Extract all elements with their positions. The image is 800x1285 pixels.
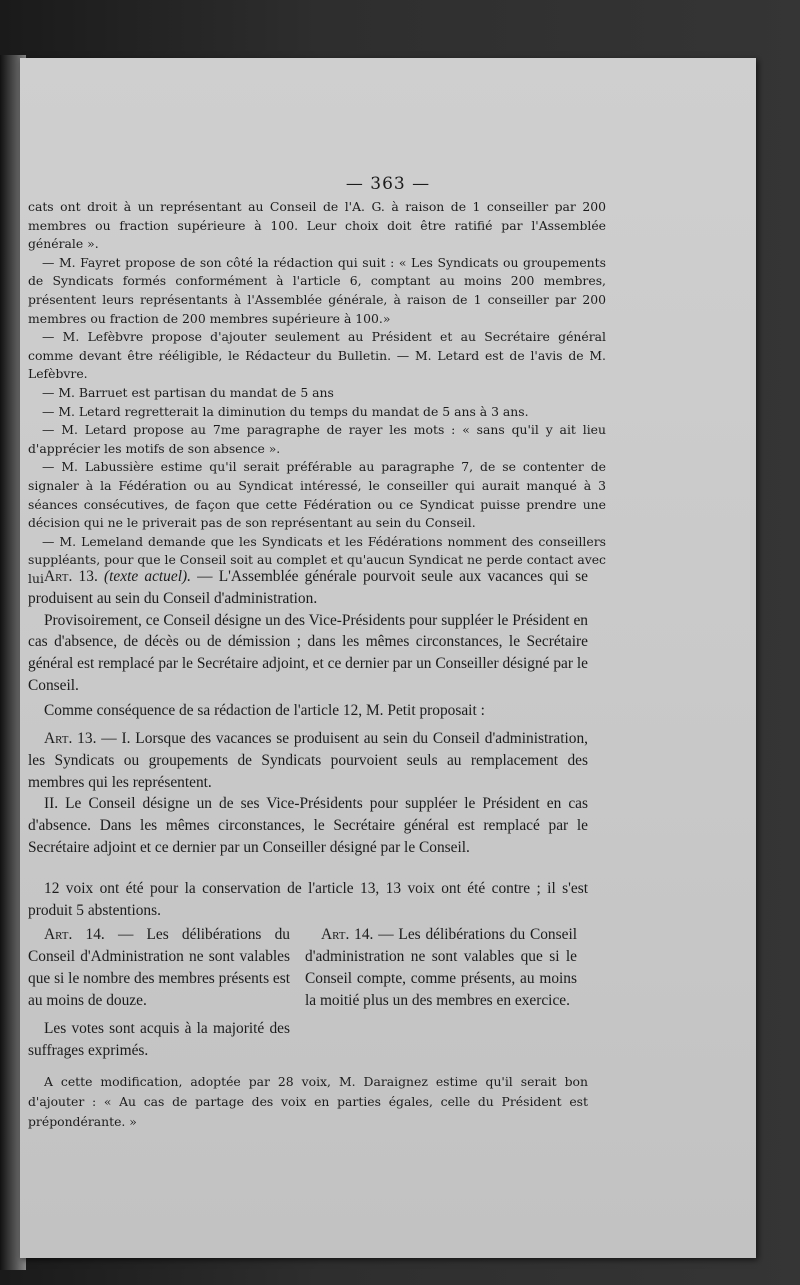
article-text: — Les délibérations du Conseil d'administration ne sont valables que si le Conseil compte, comme présents, au moins la moitié plus un des membres en exercice.	[305, 926, 578, 1009]
article-13-current-para1	[28, 566, 588, 610]
article-14-proposed-para1	[305, 924, 577, 1012]
consequence-text: Comme conséquence de sa rédaction de l'article 12, M. Petit proposait :	[44, 702, 485, 719]
article-qualifier: (texte actuel).	[104, 568, 191, 585]
vote-result	[28, 878, 588, 922]
article-text: — L'Assemblée générale pourvoit seule aux vacances qui se produisent au sein du Conseil d'administration.	[28, 568, 588, 607]
page-number: — 363 —	[345, 174, 431, 194]
note-paragraph: cats ont droit à un représentant au Conseil de l'A. G. à raison de 1 conseiller par 200 membres ou fraction supérieure à 100. Leur choix doit être ratifié par l'Assemblée générale ».	[28, 199, 606, 252]
consequence-line	[28, 700, 588, 722]
article-13-current-para2: Provisoirement, ce Conseil désigne un des Vice-Présidents pour suppléer le Président en cas d'absence, de décès ou de démission ; dans les mêmes circonstances, le Secrétaire général est remplacé par le Secrétaire adjoint, et ce dernier par un Conseiller désigné par le Conseil.	[28, 611, 588, 694]
article-text: — Les délibérations du Conseil d'Administration ne sont valables que si le nombre des membres présents est au moins de douze.	[28, 926, 291, 1009]
article-13-proposed-para1	[28, 728, 588, 793]
article-14-proposed-column	[305, 924, 577, 1012]
note-paragraph: — M. Letard regretterait la diminution du temps du mandat de 5 ans à 3 ans.	[42, 403, 529, 419]
note-paragraph: — M. Letard propose au 7me paragraphe de rayer les mots : « sans qu'il y ait lieu d'apprécier les motifs de son absence ».	[28, 422, 606, 456]
article-13-proposed	[28, 728, 588, 859]
note-paragraph: — M. Barruet est partisan du mandat de 5 ans	[42, 384, 334, 400]
article-14-current-column	[28, 924, 290, 1062]
article-14-current-para2: Les votes sont acquis à la majorité des suffrages exprimés.	[28, 1020, 290, 1059]
discussion-notes	[28, 198, 606, 588]
article-13-current	[28, 566, 588, 697]
article-text: — I. Lorsque des vacances se produisent au sein du Conseil d'administration, les Syndicats ou groupements de Syndicats pourvoient seuls au remplacement des membres qui les représentent.	[28, 730, 588, 791]
article-14-current-para1	[28, 924, 290, 1012]
footer-note-text: A cette modification, adoptée par 28 voix, M. Daraignez estime qu'il serait bon d'ajouter : « Au cas de partage des voix en parties égales, celle du Président est prépondérante. »	[28, 1074, 588, 1129]
article-label: Art. 13.	[44, 568, 98, 585]
note-paragraph: — M. Lemeland demande que les Syndicats et les Fédérations nomment des conseillers suppléants, pour que le Conseil soit au complet et qu'aucun Syndicat ne perde contact avec lui	[28, 533, 606, 586]
article-13-proposed-para2: II. Le Conseil désigne un de ses Vice-Présidents pour suppléer le Président en cas d'absence. Dans les mêmes circonstances, le Secrétaire général est remplacé par le Secrétaire adjoint et ce dernier par un Conseiller désigné par le Conseil.	[28, 795, 588, 856]
vote-result-text: 12 voix ont été pour la conservation de l'article 13, 13 voix ont été contre ; il s'est produit 5 abstentions.	[28, 880, 588, 919]
note-paragraph: — M. Fayret propose de son côté la rédaction qui suit : « Les Syndicats ou groupements de Syndicats formés conformément à l'article 6, comptant au moins 200 membres, présentent leurs représentants à l'Assemblée générale, à raison de 1 conseiller par 200 membres ou fraction de 200 membres supérieure à 100.»	[28, 254, 606, 326]
note-paragraph: — M. Lefèbvre propose d'ajouter seulement au Président et au Secrétaire général comme devant être rééligible, le Rédacteur du Bulletin. — M. Letard est de l'avis de M. Lefèbvre.	[28, 329, 606, 382]
article-label: Art. 13.	[44, 730, 97, 747]
note-paragraph: — M. Labussière estime qu'il serait préférable au paragraphe 7, de se contenter de signaler à la Fédération ou au Syndicat intéressé, le conseiller qui aurait manqué à 3 séances consécutives, de façon que cette Fédération ou ce Syndicat puisse prendre une décision qui ne le priverait pas de son représentant au sein du Conseil.	[28, 459, 606, 531]
footer-note	[28, 1072, 588, 1132]
article-label: Art. 14.	[321, 926, 374, 943]
document-page	[20, 58, 756, 1258]
article-label: Art. 14.	[44, 926, 105, 943]
